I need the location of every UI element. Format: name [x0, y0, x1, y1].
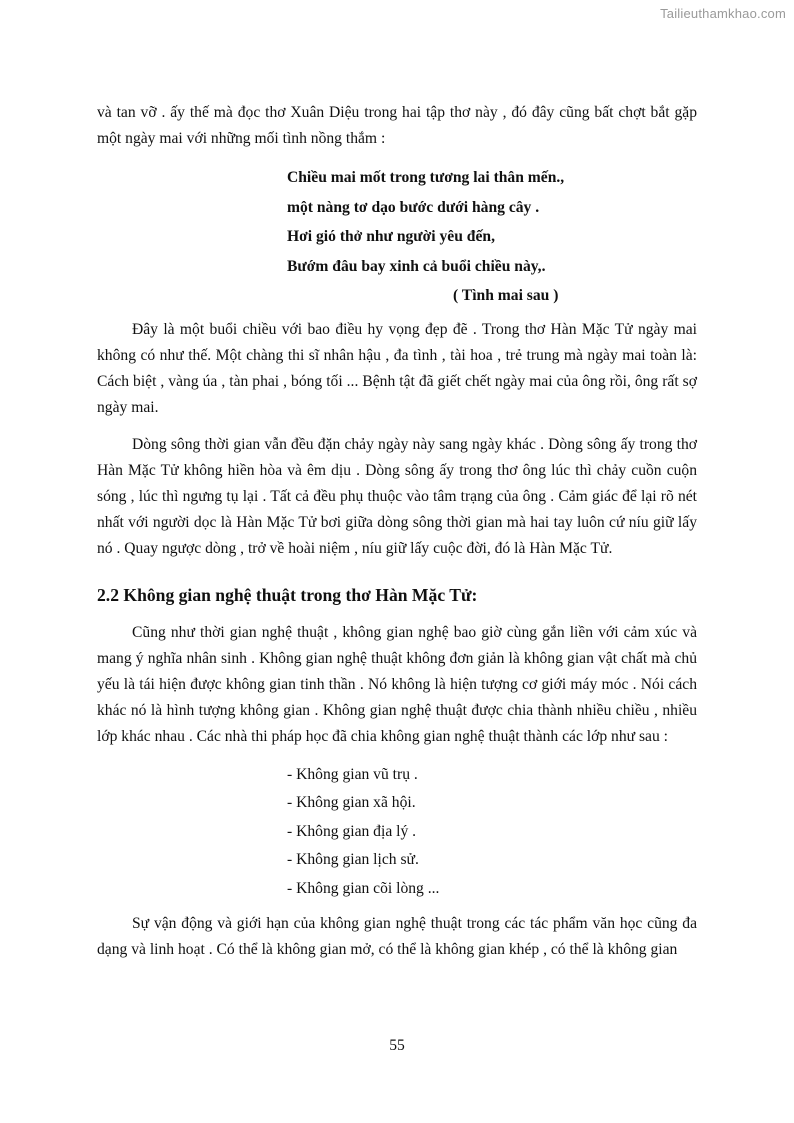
poem-line: Chiều mai mốt trong tương lai thân mến., — [287, 169, 565, 186]
paragraph-intro: và tan vỡ . ấy thế mà đọc thơ Xuân Diệu trong hai tập thơ này , đó đây cũng bất chợt bắt gặp một ngày mai với những mối tình nồng thắm : — [97, 104, 697, 147]
space-types-list — [287, 761, 697, 904]
section-heading: 2.2 Không gian nghệ thuật trong thơ Hàn Mặc Tử: — [97, 584, 478, 605]
poem-line: Bướm đâu bay xinh cả buổi chiều này,. — [287, 257, 546, 275]
list-item: - Không gian địa lý . — [287, 822, 417, 840]
page-number: 55 — [389, 1037, 405, 1054]
list-item: - Không gian lịch sử. — [287, 851, 419, 868]
poem-quote — [287, 163, 697, 311]
poem-source: ( Tình mai sau ) — [453, 287, 559, 304]
paragraph-art-space: Cũng như thời gian nghệ thuật , không gian nghệ bao giờ cùng gắn liền với cảm xúc và mang ý nghĩa nhân sinh . Không gian nghệ thuật không đơn giản là không gian vật chất mà chủ yếu là tái hiện được không gian tinh thần . Nó không là hiện tượng cơ giới máy móc . Nói cách khác nó là hình tượng không gian . Không gian nghệ thuật được chia thành nhiều chiều , nhiều lớp khác nhau . Các nhà thi pháp học đã chia không gian nghệ thuật thành các lớp như sau : — [97, 623, 697, 745]
list-item: - Không gian xã hội. — [287, 794, 416, 811]
page-body — [97, 100, 697, 974]
paragraph-motion-limits: Sự vận động và giới hạn của không gian nghệ thuật trong các tác phẩm văn học cũng đa dạng và linh hoạt . Có thể là không gian mở, có thể là không gian khép , có thể là không gian — [97, 915, 697, 958]
paragraph-tomorrow: Đây là một buổi chiều với bao điều hy vọng đẹp đẽ . Trong thơ Hàn Mặc Tử ngày mai không có như thế. Một chàng thi sĩ nhân hậu , đa tình , tài hoa , trẻ trung mà ngày mai toàn là: Cách biệt , vàng úa , tàn phai , bóng tối ... Bệnh tật đã giết chết ngày mai của ông rồi, ông rất sợ ngày mai. — [97, 320, 697, 416]
watermark: Tailieuthamkhao.com — [660, 6, 786, 21]
poem-line: Hơi gió thở như người yêu đến, — [287, 228, 495, 245]
paragraph-river-of-time: Dòng sông thời gian vẫn đều đặn chảy ngày này sang ngày khác . Dòng sông ấy trong thơ Hàn Mặc Tử không hiền hòa và êm dịu . Dòng sông ấy trong thơ ông lúc thì chảy cuồn cuộn sóng , lúc thì ngưng tụ lại . Tất cả đều phụ thuộc vào tâm trạng của ông . Cảm giác để lại rõ nét nhất với người dọc là Hàn Mặc Tử bơi giữa dòng sông thời gian mà hai tay luôn cứ níu giữ lấy nó . Quay ngược dòng , trở về hoài niệm , níu giữ lấy cuộc đời, đó là Hàn Mặc Tử. — [97, 435, 697, 557]
list-item: - Không gian cõi lòng ... — [287, 879, 440, 897]
poem-line: một nàng tơ dạo bước dưới hàng cây . — [287, 198, 540, 216]
list-item: - Không gian vũ trụ . — [287, 765, 418, 783]
